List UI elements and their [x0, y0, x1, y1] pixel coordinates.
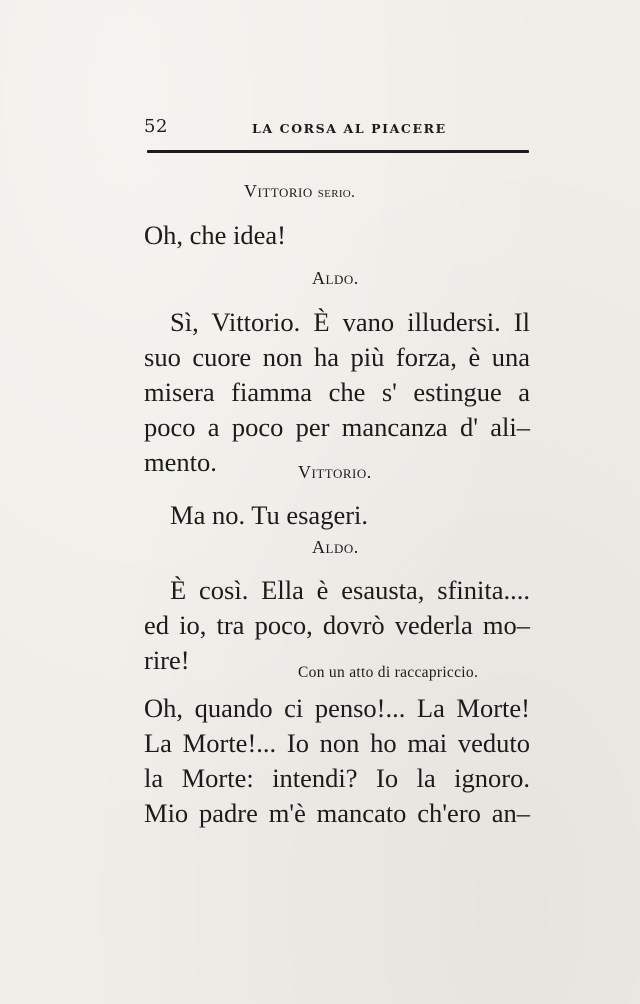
page-header: [144, 116, 530, 140]
speaker-name: Vittorio: [244, 181, 313, 201]
dialogue-line: poco a poco per mancanza d' ali–: [144, 412, 530, 442]
dialogue-line: rire!: [144, 645, 190, 675]
stage-direction: serio.: [317, 184, 356, 201]
dialogue-line: È così. Ella è esausta, sfinita....: [170, 575, 530, 605]
page-number: 52: [144, 116, 168, 137]
dialogue-line: Oh, quando ci penso!... La Morte!: [144, 693, 530, 723]
dialogue-line: Ma no. Tu esageri.: [170, 500, 369, 530]
dialogue-line: Sì, Vittorio. È vano illudersi. Il: [170, 307, 530, 337]
stage-direction: Con un atto di raccapriccio.: [298, 664, 479, 681]
dialogue-line: suo cuore non ha più forza, è una: [144, 342, 530, 372]
dialogue-line: misera fiamma che s' estingue a: [144, 377, 530, 407]
dialogue-line: la Morte: intendi? Io la ignoro.: [144, 763, 530, 793]
dialogue-line: Oh, che idea!: [144, 220, 286, 250]
dialogue-line: La Morte!... Io non ho mai veduto: [144, 728, 530, 758]
speaker-label: Aldo.: [312, 268, 359, 288]
speaker-label: Vittorio.: [298, 462, 372, 482]
speaker-label: Aldo.: [312, 537, 359, 557]
header-rule: [147, 150, 529, 153]
dialogue-line: mento.: [144, 447, 217, 477]
dialogue-line: Mio padre m'è mancato ch'ero an–: [144, 798, 530, 828]
running-title: LA CORSA AL PIACERE: [252, 121, 447, 136]
speaker-label: [244, 181, 355, 202]
dialogue-line: ed io, tra poco, dovrò vederla mo–: [144, 610, 530, 640]
